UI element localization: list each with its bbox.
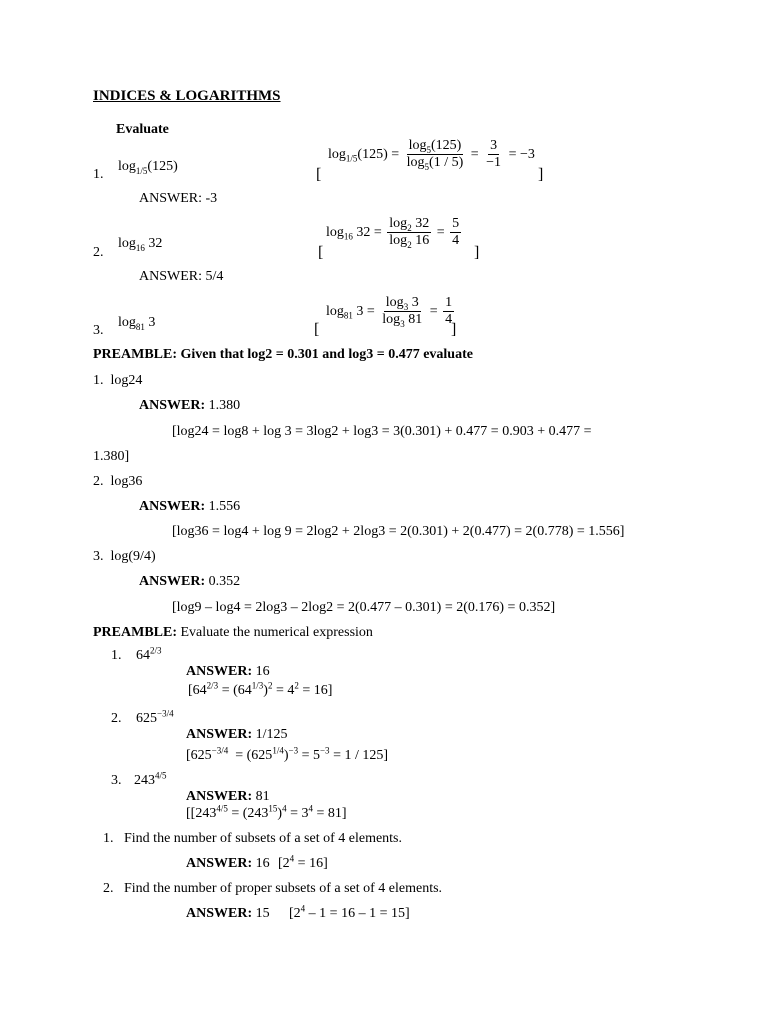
preamble: PREAMBLE: Evaluate the numerical expression [93, 625, 373, 640]
open-bracket: [ [314, 321, 320, 338]
close-bracket: ] [451, 321, 457, 338]
worked-solution: [log36 = log4 + log 9 = 2log2 + 2log3 = 2(0.301) + 2(0.477) = 2(0.778) = 1.556] [172, 524, 625, 539]
answer-line: ANSWER: 15 [186, 906, 270, 921]
expression: $243^{4/5}$ [134, 770, 167, 788]
worked-solution: $\log_{16} 32$ = $\frac{\log_2 32}{\log_2 16}$ = $\frac{5}{4}$ [326, 216, 460, 250]
answer-line: ANSWER: -3 [139, 191, 218, 206]
worked-solution: $[625^{-3/4} = (625^{1/4})^{-3} = 5^{-3} = 1 / 125]$ [186, 745, 389, 763]
question-text: Find the number of subsets of a set of 4 elements. [124, 831, 403, 846]
list-number: 1. [111, 648, 122, 663]
worked-solution-continued: 1.380] [93, 449, 130, 464]
list-item: 3. log(9/4) [93, 549, 156, 564]
problem-expression: $\log_{1/5}(125)$ [118, 159, 178, 176]
list-number: 1. [103, 831, 114, 846]
open-bracket: [ [316, 166, 322, 183]
worked-solution: [log24 = log8 + log 3 = 3log2 + log3 = 3(0.301) + 0.477 = 0.903 + 0.477 = [172, 424, 592, 439]
answer-line: ANSWER: 16 [186, 856, 270, 871]
preamble: PREAMBLE: Given that log2 = 0.301 and log3 = 0.477 evaluate [93, 347, 473, 362]
problem-number: 3. [93, 323, 104, 338]
expression: $64^{2/3}$ [136, 645, 162, 663]
answer-line: ANSWER: 81 [186, 789, 270, 804]
list-number: 2. [103, 881, 114, 896]
page-title: INDICES & LOGARITHMS [93, 88, 281, 104]
answer-line: ANSWER: 0.352 [139, 574, 241, 589]
worked-solution: [$[243^{4/5} = (243^{15})^4 = 3^4 = 81]$ [186, 803, 347, 821]
list-item: 1. log24 [93, 373, 143, 388]
list-item: 2. log36 [93, 474, 143, 489]
question-text: Find the number of proper subsets of a set of 4 elements. [124, 881, 443, 896]
problem-expression: $\log_{16} 32$ [118, 236, 163, 253]
list-number: 3. [111, 773, 122, 788]
section-heading-evaluate: Evaluate [116, 122, 169, 137]
close-bracket: ] [474, 244, 480, 261]
answer-line: ANSWER: 1.556 [139, 499, 241, 514]
answer-line: ANSWER: 1.380 [139, 398, 241, 413]
close-bracket: ] [538, 166, 544, 183]
worked-solution: [log9 – log4 = 2log3 – 2log2 = 2(0.477 – 0.301) = 2(0.176) = 0.352] [172, 600, 556, 615]
expression: $625^{-3/4}$ [136, 708, 174, 726]
answer-line: ANSWER: 5/4 [139, 269, 224, 284]
worked-solution: $[64^{2/3} = (64^{1/3})^2 = 4^2 = 16]$ [188, 680, 333, 698]
answer-line: ANSWER: 1/125 [186, 727, 288, 742]
worked-solution: $\log_{1/5}(125)$ = $\frac{\log_5(125)}{\log_5(1 / 5)}$ = $\frac{3}{-1}$ = −3 [328, 138, 535, 172]
worked-solution: $[2^4 = 16]$ [278, 853, 328, 871]
worked-solution: $\log_{81} 3$ = $\frac{\log_3 3}{\log_3 81}$ = $\frac{1}{4}$ [326, 295, 453, 329]
answer-line: ANSWER: 16 [186, 664, 270, 679]
problem-number: 1. [93, 167, 104, 182]
problem-number: 2. [93, 245, 104, 260]
list-number: 2. [111, 711, 122, 726]
open-bracket: [ [318, 244, 324, 261]
worked-solution: $[2^4 - 1 = 16 - 1 = 15]$ [289, 903, 410, 921]
problem-expression: $\log_{81} 3$ [118, 315, 156, 332]
